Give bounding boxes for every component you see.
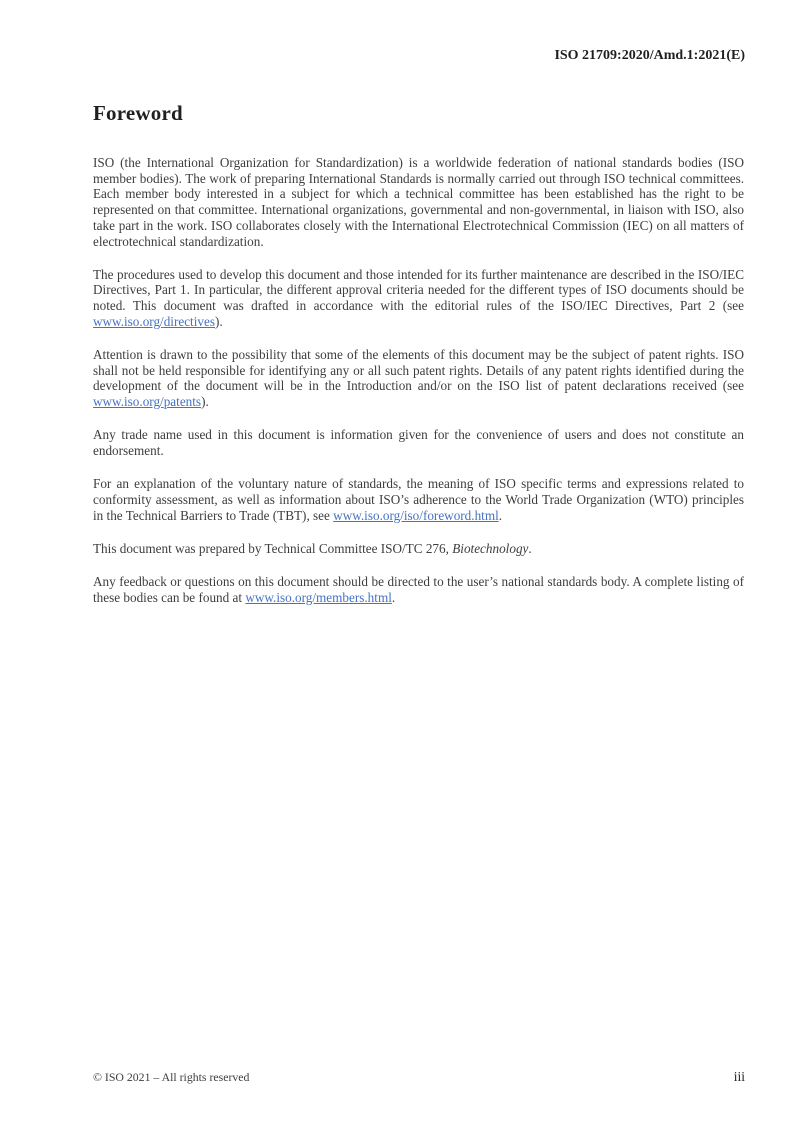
text-run: Attention is drawn to the possibility that some of the elements of this document may be the subject of patent rights. ISO shall not be held responsible for identifying any or all such patent rights. Details of any patent rights identified during the development of the document will be in the Introduction and/or on the ISO list of patent declarations received (see — [93, 347, 744, 394]
text-run: This document was prepared by Technical Committee ISO/TC 276, — [93, 540, 453, 556]
text-run: . — [498, 507, 503, 523]
link-iso-patents[interactable]: www.iso.org/patents — [93, 394, 202, 410]
foreword-paragraph — [93, 347, 744, 410]
page-footer — [93, 1069, 745, 1085]
text-run: . — [528, 540, 532, 556]
foreword-paragraph — [93, 155, 744, 249]
page-title: Foreword — [93, 101, 183, 125]
foreword-content — [93, 155, 744, 623]
text-run: . — [391, 589, 396, 605]
copyright-notice: © ISO 2021 – All rights reserved — [93, 1070, 250, 1084]
link-iso-members[interactable]: www.iso.org/members.html — [245, 589, 392, 605]
text-run: ISO (the International Organization for Standardization) is a worldwide federation of national standards bodies (ISO member bodies). The work of preparing International Standards is normally carried out through ISO technical committees. Each member body interested in a subject for which a technical committee has been established has the right to be represented on that committee. International organizations, governmental and non-governmental, in liaison with ISO, also take part in the work. ISO collaborates closely with the International Electrotechnical Commission (IEC) on all matters of electrotechnical standardization. — [93, 155, 744, 249]
text-run: Any feedback or questions on this document should be directed to the user’s national standards body. A complete listing of these bodies can be found at — [93, 574, 744, 605]
link-iso-foreword[interactable]: www.iso.org/iso/foreword.html — [333, 507, 499, 523]
text-run: For an explanation of the voluntary nature of standards, the meaning of ISO specific terms and expressions related to conformity assessment, as well as information about ISO’s adherence to the World Trade Organization (WTO) principles in the Technical Barriers to Trade (TBT), see — [93, 476, 744, 523]
foreword-paragraph — [93, 267, 744, 330]
text-run: The procedures used to develop this document and those intended for its further maintenance are described in the ISO/IEC Directives, Part 1. In particular, the different approval criteria needed for the different types of ISO documents should be noted. This document was drafted in accordance with the editorial rules of the ISO/IEC Directives, Part 2 (see — [93, 266, 744, 314]
foreword-paragraph — [93, 427, 744, 458]
document-reference: ISO 21709:2020/Amd.1:2021(E) — [554, 48, 745, 63]
foreword-paragraph — [93, 476, 744, 523]
foreword-paragraph — [93, 541, 744, 557]
text-run: Any trade name used in this document is information given for the convenience of users and does not constitute an endorsement. — [93, 427, 744, 459]
text-run: ). — [214, 313, 223, 329]
text-run: ). — [201, 394, 209, 410]
foreword-paragraph — [93, 574, 744, 605]
italic-text: Biotechnology — [452, 540, 529, 556]
link-iso-directives[interactable]: www.iso.org/directives — [93, 313, 215, 329]
page-header — [93, 48, 745, 64]
page-number: iii — [733, 1069, 745, 1084]
